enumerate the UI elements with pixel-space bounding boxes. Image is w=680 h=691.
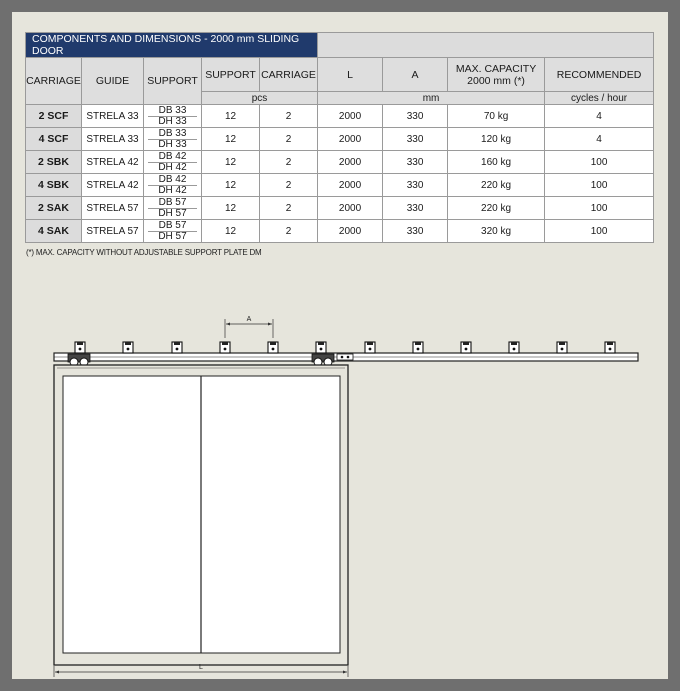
guide-cell: STRELA 42	[82, 174, 144, 197]
header-support: SUPPORT	[144, 58, 202, 105]
support-bracket	[268, 342, 278, 353]
table-title: COMPONENTS AND DIMENSIONS - 2000 mm SLIDING DOOR	[26, 33, 318, 58]
dimension-a-label: A	[246, 316, 252, 323]
cycles-cell: 100	[545, 220, 654, 243]
support-brackets	[75, 342, 615, 353]
support-bracket	[220, 342, 230, 353]
l-cell: 2000	[318, 220, 383, 243]
header-max-capacity-line2: 2000 mm (*)	[467, 74, 525, 87]
l-cell: 2000	[318, 197, 383, 220]
carriage-pcs-cell: 2	[260, 174, 318, 197]
header-support-pcs: SUPPORT	[202, 58, 260, 92]
header-recommended: RECOMMENDED	[545, 58, 654, 92]
header-carriage-pcs: CARRIAGE	[260, 58, 318, 92]
a-cell: 330	[383, 151, 448, 174]
support-cell	[144, 151, 202, 174]
guide-cell: STRELA 57	[82, 197, 144, 220]
capacity-note: (*) MAX. CAPACITY WITHOUT ADJUSTABLE SUPPORT PLATE DM	[26, 248, 262, 257]
a-cell: 330	[383, 220, 448, 243]
support-cell	[144, 105, 202, 128]
table-row	[26, 197, 654, 220]
support-top: DB 42	[148, 175, 197, 186]
guide-cell: STRELA 42	[82, 151, 144, 174]
table-row	[26, 128, 654, 151]
dimension-l	[54, 664, 348, 677]
components-table	[25, 32, 654, 243]
table-row	[26, 105, 654, 128]
capacity-cell: 160 kg	[448, 151, 545, 174]
header-carriage: CARRIAGE	[26, 58, 82, 105]
carriage-pcs-cell: 2	[260, 197, 318, 220]
carriage-pcs-cell: 2	[260, 128, 318, 151]
carriage-pcs-cell: 2	[260, 220, 318, 243]
support-bracket	[509, 342, 519, 353]
support-top: DB 42	[148, 152, 197, 163]
support-bottom: DH 42	[158, 161, 187, 173]
support-pcs-cell: 12	[202, 128, 260, 151]
support-bottom: DH 33	[158, 138, 187, 150]
support-bracket	[413, 342, 423, 353]
a-cell: 330	[383, 105, 448, 128]
l-cell: 2000	[318, 105, 383, 128]
support-bracket	[172, 342, 182, 353]
header-guide: GUIDE	[82, 58, 144, 105]
support-bracket	[557, 342, 567, 353]
capacity-cell: 220 kg	[448, 197, 545, 220]
model-cell: 2 SAK	[26, 197, 82, 220]
support-bracket	[316, 342, 326, 353]
model-cell: 2 SCF	[26, 105, 82, 128]
guide-cell: STRELA 57	[82, 220, 144, 243]
cycles-cell: 4	[545, 105, 654, 128]
sliding-door	[54, 365, 348, 665]
model-cell: 2 SBK	[26, 151, 82, 174]
dimension-l-label: L	[199, 664, 203, 671]
l-cell: 2000	[318, 151, 383, 174]
table-row	[26, 220, 654, 243]
header-l: L	[318, 58, 383, 92]
support-cell	[144, 128, 202, 151]
support-bottom: DH 57	[158, 207, 187, 219]
spec-sheet-panel	[12, 12, 668, 679]
cycles-cell: 100	[545, 197, 654, 220]
title-fill	[318, 33, 654, 58]
support-pcs-cell: 12	[202, 174, 260, 197]
header-max-capacity	[448, 58, 545, 92]
door-stop	[337, 354, 353, 360]
support-top: DB 33	[148, 106, 197, 117]
unit-mm: mm	[318, 92, 545, 105]
model-cell: 4 SCF	[26, 128, 82, 151]
l-cell: 2000	[318, 128, 383, 151]
support-top: DB 33	[148, 129, 197, 140]
support-pcs-cell: 12	[202, 105, 260, 128]
carriage-left	[68, 354, 90, 366]
carriage-pcs-cell: 2	[260, 105, 318, 128]
support-bottom: DH 42	[158, 184, 187, 196]
support-top: DB 57	[148, 198, 197, 209]
unit-pcs: pcs	[202, 92, 318, 105]
carriage-pcs-cell: 2	[260, 151, 318, 174]
support-bracket	[365, 342, 375, 353]
guide-cell: STRELA 33	[82, 105, 144, 128]
a-cell: 330	[383, 197, 448, 220]
support-top: DB 57	[148, 221, 197, 232]
cycles-cell: 4	[545, 128, 654, 151]
model-cell: 4 SAK	[26, 220, 82, 243]
cycles-cell: 100	[545, 174, 654, 197]
carriage-right	[312, 354, 334, 366]
guide-cell: STRELA 33	[82, 128, 144, 151]
header-max-capacity-line1: MAX. CAPACITY	[455, 62, 537, 75]
capacity-cell: 220 kg	[448, 174, 545, 197]
support-bottom: DH 33	[158, 115, 187, 127]
capacity-cell: 70 kg	[448, 105, 545, 128]
support-bracket	[605, 342, 615, 353]
support-bracket	[461, 342, 471, 353]
support-cell	[144, 197, 202, 220]
table-row	[26, 174, 654, 197]
support-pcs-cell: 12	[202, 151, 260, 174]
support-bracket	[75, 342, 85, 353]
capacity-cell: 320 kg	[448, 220, 545, 243]
l-cell: 2000	[318, 174, 383, 197]
support-pcs-cell: 12	[202, 197, 260, 220]
capacity-cell: 120 kg	[448, 128, 545, 151]
support-bracket	[123, 342, 133, 353]
support-bottom: DH 57	[158, 230, 187, 242]
table-row	[26, 151, 654, 174]
header-a: A	[383, 58, 448, 92]
support-cell	[144, 220, 202, 243]
dimension-a	[225, 316, 273, 338]
sliding-door-drawing	[12, 302, 668, 682]
a-cell: 330	[383, 174, 448, 197]
cycles-cell: 100	[545, 151, 654, 174]
unit-cycles: cycles / hour	[545, 92, 654, 105]
support-pcs-cell: 12	[202, 220, 260, 243]
a-cell: 330	[383, 128, 448, 151]
table-body	[26, 105, 654, 243]
support-cell	[144, 174, 202, 197]
model-cell: 4 SBK	[26, 174, 82, 197]
